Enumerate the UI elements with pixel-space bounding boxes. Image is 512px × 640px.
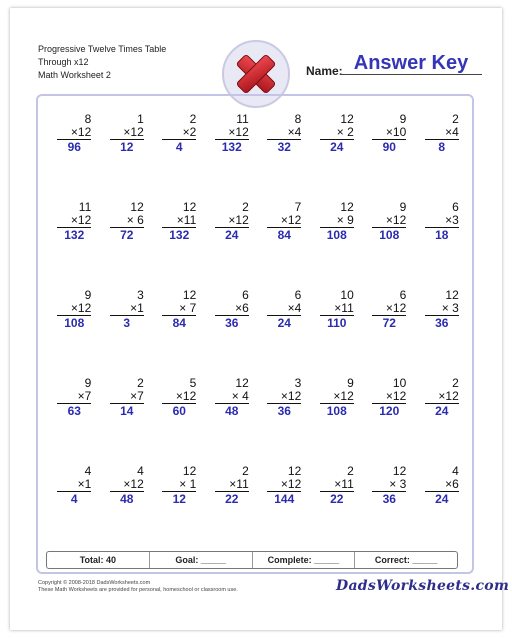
problem-cell (206, 289, 259, 377)
answer: 36 (435, 316, 449, 330)
multiplicand: 9 (84, 376, 92, 390)
title-line-3: Math Worksheet 2 (38, 70, 111, 80)
answer: 84 (277, 228, 291, 242)
multiplicand: 2 (242, 200, 249, 214)
multiplier: × 4 (215, 390, 249, 404)
problem (110, 465, 144, 553)
multiplier: ×2 (162, 126, 196, 140)
goal-cell: Goal: _____ (150, 552, 253, 568)
multiplier: ×12 (372, 390, 406, 404)
answer-key-text: Answer Key (353, 52, 469, 74)
problem (215, 377, 249, 465)
problem-cell (258, 113, 311, 201)
problem-cell (206, 377, 259, 465)
problem (162, 113, 196, 201)
problem-cell (258, 289, 311, 377)
multiplier: ×12 (215, 126, 249, 140)
answer: 84 (172, 316, 186, 330)
answer: 18 (435, 228, 449, 242)
multiplicand: 12 (182, 464, 197, 478)
answer: 24 (277, 316, 291, 330)
multiplier: ×12 (57, 126, 91, 140)
problem-cell (416, 289, 469, 377)
answer: 12 (120, 140, 134, 154)
answer: 32 (277, 140, 291, 154)
multiplier: × 6 (110, 214, 144, 228)
problem (320, 201, 354, 289)
multiplier: ×11 (320, 302, 354, 316)
answer: 108 (64, 316, 85, 330)
problem (162, 377, 196, 465)
problem (267, 289, 301, 377)
multiplier: ×11 (215, 478, 249, 492)
multiplier: ×6 (215, 302, 249, 316)
problem-cell (416, 113, 469, 201)
multiplier: ×12 (320, 390, 354, 404)
multiplier: ×10 (372, 126, 406, 140)
problem (215, 465, 249, 553)
multiplier: ×4 (267, 302, 301, 316)
problem (267, 377, 301, 465)
multiplier: × 1 (162, 478, 196, 492)
multiplicand: 11 (78, 200, 92, 214)
multiplier: ×11 (320, 478, 354, 492)
correct-cell: Correct: _____ (374, 555, 438, 565)
multiplicand: 9 (399, 112, 407, 126)
problem-cell (363, 201, 416, 289)
problem-cell (206, 465, 259, 553)
problem-cell (101, 113, 154, 201)
multiplier: ×12 (267, 214, 301, 228)
problem (372, 201, 406, 289)
problem (372, 289, 406, 377)
problem (267, 201, 301, 289)
problem-cell (101, 465, 154, 553)
problem (57, 201, 91, 289)
multiplicand: 12 (340, 200, 354, 214)
problem-cell (416, 377, 469, 465)
problem (425, 201, 459, 289)
name-label: Name: (306, 64, 343, 78)
multiplicand: 6 (452, 200, 459, 214)
brand-logo: DadsWorksheets.com (336, 578, 510, 594)
multiplier: ×4 (425, 126, 459, 140)
problem (57, 465, 91, 553)
multiplier: ×12 (425, 390, 459, 404)
multiplicand: 3 (137, 288, 144, 302)
answer: 72 (382, 316, 396, 330)
problem (267, 113, 301, 201)
problem-cell (206, 201, 259, 289)
multiplier: ×12 (372, 214, 406, 228)
multiplier: ×12 (57, 302, 91, 316)
multiplicand: 9 (399, 200, 407, 214)
problem-cell (48, 465, 101, 553)
multiplicand: 2 (452, 376, 459, 390)
answer: 120 (379, 404, 400, 418)
problem-cell (258, 465, 311, 553)
multiplicand: 12 (445, 288, 459, 302)
problem (215, 201, 249, 289)
worksheet-title (38, 43, 166, 82)
problem (162, 465, 196, 553)
multiplicand: 7 (294, 200, 302, 214)
answer: 24 (435, 492, 449, 506)
multiplicand: 9 (84, 288, 92, 302)
multiplicand: 5 (189, 376, 197, 390)
problem (57, 113, 91, 201)
multiplicand: 11 (236, 112, 249, 126)
problem-cell (153, 201, 206, 289)
multiplier: ×11 (162, 214, 196, 228)
multiplicand: 12 (182, 288, 197, 302)
answer: 4 (70, 492, 78, 506)
copyright-notice (38, 580, 238, 594)
problem-cell (48, 201, 101, 289)
multiplicand: 2 (242, 464, 249, 478)
multiplicand: 3 (294, 376, 302, 390)
multiplicand: 2 (347, 464, 354, 478)
problem-cell (311, 113, 364, 201)
problem-cell (311, 201, 364, 289)
multiplicand: 6 (294, 288, 302, 302)
answer: 24 (225, 228, 239, 242)
multiplier: ×12 (162, 390, 196, 404)
multiplier: ×12 (267, 390, 301, 404)
multiplier: × 3 (425, 302, 459, 316)
problem-cell (258, 201, 311, 289)
answer: 36 (277, 404, 291, 418)
problem-cell (153, 465, 206, 553)
multiplier: × 9 (320, 214, 354, 228)
multiplicand: 12 (392, 464, 407, 478)
problem (267, 465, 301, 553)
problem-cell (206, 113, 259, 201)
title-line-2: Through x12 (38, 57, 89, 67)
multiplier: ×12 (267, 478, 301, 492)
problem-cell (101, 289, 154, 377)
problem (425, 113, 459, 201)
answer: 24 (435, 404, 449, 418)
answer: 22 (225, 492, 239, 506)
answer: 12 (172, 492, 186, 506)
problem (110, 113, 144, 201)
multiplicand: 8 (294, 112, 302, 126)
red-x-icon-graphic (231, 49, 281, 99)
multiplicand: 12 (235, 376, 249, 390)
multiplicand: 8 (84, 112, 92, 126)
multiplier: ×1 (110, 302, 144, 316)
multiplier: ×7 (110, 390, 144, 404)
problem (110, 377, 144, 465)
multiplier: ×1 (57, 478, 91, 492)
answer: 48 (225, 404, 239, 418)
problem (57, 289, 91, 377)
answer: 22 (330, 492, 344, 506)
answer: 108 (326, 228, 347, 242)
multiplicand: 12 (287, 464, 302, 478)
answer: 14 (120, 404, 134, 418)
answer: 96 (67, 140, 81, 154)
total-cell: Total: 40 (47, 552, 150, 568)
multiplicand: 12 (182, 200, 197, 214)
multiplier: × 3 (372, 478, 406, 492)
multiplicand: 4 (452, 464, 459, 478)
multiplier: ×12 (57, 214, 91, 228)
problem-cell (363, 113, 416, 201)
answer: 90 (382, 140, 396, 154)
multiplier: ×3 (425, 214, 459, 228)
name-line (340, 74, 482, 75)
multiplicand: 9 (347, 376, 354, 390)
problem-cell (48, 289, 101, 377)
multiplicand: 6 (399, 288, 407, 302)
multiplier: ×6 (425, 478, 459, 492)
problem-cell (153, 377, 206, 465)
problem (162, 201, 196, 289)
answer: 132 (169, 228, 190, 242)
score-bar (46, 551, 458, 569)
problem (215, 289, 249, 377)
answer: 144 (274, 492, 295, 506)
answer: 108 (379, 228, 400, 242)
problem-cell (48, 377, 101, 465)
problem-cell (363, 289, 416, 377)
multiplier: ×12 (372, 302, 406, 316)
problem (372, 465, 406, 553)
problem-cell (363, 465, 416, 553)
multiplicand: 10 (392, 376, 407, 390)
problem-cell (363, 377, 416, 465)
multiplicand: 4 (84, 464, 92, 478)
problem (110, 201, 144, 289)
problem (425, 289, 459, 377)
multiplier: ×12 (110, 478, 144, 492)
problem (320, 289, 354, 377)
problem (425, 465, 459, 553)
multiplicand: 2 (189, 112, 197, 126)
complete-cell: Complete: _____ (253, 552, 356, 568)
multiplier: ×4 (267, 126, 301, 140)
copyright-line-1: Copyright © 2008-2018 DadsWorksheets.com (38, 580, 151, 586)
multiplier: × 7 (162, 302, 196, 316)
problem-cell (311, 289, 364, 377)
problem (320, 113, 354, 201)
problem (57, 377, 91, 465)
answer: 24 (330, 140, 344, 154)
problem (372, 113, 406, 201)
answer: 132 (221, 140, 242, 154)
multiplicand: 12 (130, 200, 144, 214)
answer: 3 (123, 316, 131, 330)
answer: 48 (120, 492, 134, 506)
problem-cell (416, 201, 469, 289)
multiplicand: 2 (452, 112, 459, 126)
title-line-1: Progressive Twelve Times Table (38, 44, 167, 54)
problem-cell (48, 113, 101, 201)
answer: 63 (67, 404, 81, 418)
multiplicand: 12 (340, 112, 354, 126)
multiplier: ×7 (57, 390, 91, 404)
problem-cell (311, 465, 364, 553)
multiplicand: 4 (137, 464, 144, 478)
answer: 108 (326, 404, 347, 418)
answer: 4 (175, 140, 183, 154)
problem-cell (311, 377, 364, 465)
multiplier: × 2 (320, 126, 354, 140)
problem-cell (101, 201, 154, 289)
answer: 36 (225, 316, 239, 330)
problem-cell (416, 465, 469, 553)
answer: 8 (438, 140, 446, 154)
problem (320, 465, 354, 553)
problem (215, 113, 249, 201)
problem (162, 289, 196, 377)
multiplier: ×12 (215, 214, 249, 228)
answer: 36 (382, 492, 396, 506)
copyright-line-2: These Math Worksheets are provided for personal, homeschool or classroom use. (38, 587, 238, 593)
multiplicand: 2 (137, 376, 144, 390)
multiplicand: 10 (340, 288, 354, 302)
multiplicand: 6 (242, 288, 249, 302)
problem (372, 377, 406, 465)
problem-cell (258, 377, 311, 465)
problem (110, 289, 144, 377)
problems-grid (48, 113, 468, 553)
multiplier: ×12 (110, 126, 144, 140)
problem (320, 377, 354, 465)
multiplicand: 1 (137, 112, 144, 126)
problem-cell (153, 113, 206, 201)
answer: 132 (64, 228, 85, 242)
answer: 60 (172, 404, 186, 418)
answer: 110 (327, 316, 347, 330)
problem (425, 377, 459, 465)
answer: 72 (120, 228, 134, 242)
problem-cell (101, 377, 154, 465)
problem-cell (153, 289, 206, 377)
